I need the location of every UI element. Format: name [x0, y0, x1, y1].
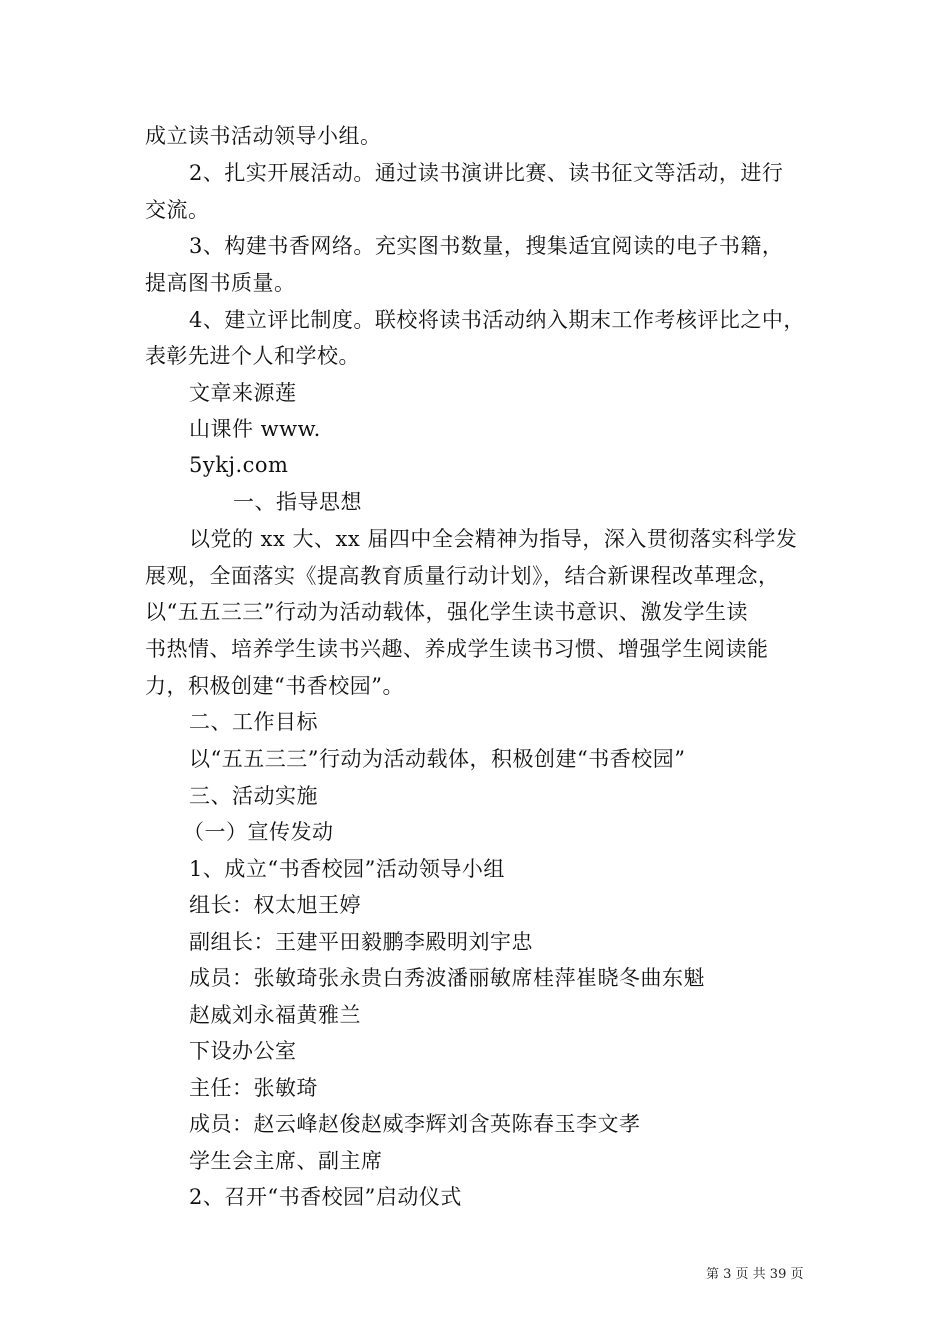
section-heading: 二、工作目标 — [189, 710, 318, 734]
text-line: 力，积极创建“书香校园”。 — [145, 674, 404, 698]
text-line: 以“五五三三”行动为活动载体，强化学生读书意识、激发学生读 — [145, 600, 748, 624]
text-line: 以党的 xx 大、xx 届四中全会精神为指导，深入贯彻落实科学发 — [189, 527, 798, 551]
text-line: 成立读书活动领导小组。 — [145, 124, 382, 148]
text-line: 成员：赵云峰赵俊赵威李辉刘含英陈春玉李文孝 — [189, 1112, 641, 1136]
section-heading: 一、指导思想 — [233, 490, 362, 514]
text-line: 组长：权太旭王婷 — [189, 893, 361, 917]
text-line: 书热情、培养学生读书兴趣、养成学生读书习惯、增强学生阅读能 — [145, 637, 769, 661]
text-line: 交流。 — [145, 198, 210, 222]
text-line: 3、构建书香网络。充实图书数量，搜集适宜阅读的电子书籍， — [189, 234, 784, 258]
text-line: 2、扎实开展活动。通过读书演讲比赛、读书征文等活动，进行 — [189, 161, 784, 185]
text-line: 下设办公室 — [189, 1039, 297, 1063]
section-heading: 三、活动实施 — [189, 784, 318, 808]
text-line: 提高图书质量。 — [145, 271, 296, 295]
text-line: 以“五五三三”行动为活动载体，积极创建“书香校园” — [189, 747, 686, 771]
text-line: 学生会主席、副主席 — [189, 1149, 383, 1173]
text-line: 主任：张敏琦 — [189, 1076, 318, 1100]
subsection-heading: （一）宣传发动 — [183, 820, 334, 844]
text-line: 成员：张敏琦张永贵白秀波潘丽敏席桂萍崔晓冬曲东魁 — [189, 966, 705, 990]
text-line: 山课件 www. — [189, 417, 321, 441]
text-line: 5ykj.com — [189, 453, 289, 477]
text-line: 表彰先进个人和学校。 — [145, 344, 360, 368]
text-line: 副组长：王建平田毅鹏李殿明刘宇忠 — [189, 930, 533, 954]
text-line: 赵威刘永福黄雅兰 — [189, 1003, 361, 1027]
text-line: 1、成立“书香校园”活动领导小组 — [189, 857, 505, 881]
page-number: 第 3 页 共 39 页 — [706, 1267, 804, 1282]
text-line: 展观，全面落实《提高教育质量行动计划》，结合新课程改革理念， — [145, 564, 780, 588]
text-line: 4、建立评比制度。联校将读书活动纳入期末工作考核评比之中， — [189, 308, 805, 332]
text-line: 文章来源莲 — [189, 381, 297, 405]
text-line: 2、召开“书香校园”启动仪式 — [189, 1185, 462, 1209]
